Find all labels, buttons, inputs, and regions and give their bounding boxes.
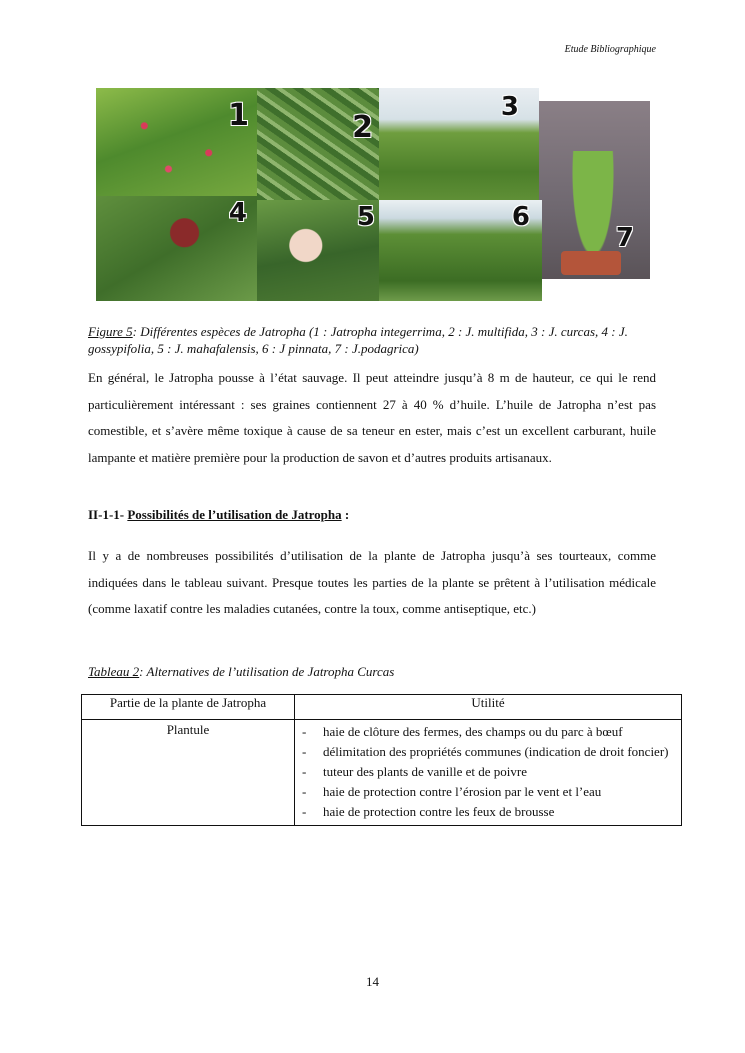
- list-item: - tuteur des plants de vanille et de poivre: [299, 762, 677, 782]
- figure-caption-text: : Différentes espèces de Jatropha (1 : Jatropha integerrima, 2 : J. multifida, 3 : J. curcas, 4 : J. gossypifolia, 5 : J. mahafalensis, 6 : J pinnata, 7 : J.podagrica): [88, 324, 628, 356]
- utilisation-table: [81, 694, 682, 826]
- pot-illustration: [561, 251, 621, 275]
- column-header-utility: Utilité: [295, 695, 682, 720]
- photo-jatropha-multifida: [257, 88, 379, 200]
- photo-jatropha-integerrima: [96, 88, 257, 196]
- photo-number: 5: [356, 202, 375, 232]
- running-header: Etude Bibliographique: [564, 44, 656, 55]
- list-item: - haie de clôture des fermes, des champs ou du parc à bœuf: [299, 722, 677, 742]
- page-number: 14: [366, 974, 379, 989]
- photo-jatropha-mahafalensis: [257, 200, 379, 301]
- photo-jatropha-gossypifolia: [96, 196, 257, 301]
- body-paragraph-1: En général, le Jatropha pousse à l’état sauvage. Il peut atteindre jusqu’à 8 m de hauteur, ce qui le rend particulièrement intéressant : ses graines contiennent 27 à 40 % d’huile. L’huile de Jatropha n’est pas comestible, et s’avère même toxique à cause de sa teneur en ester, mais c’est un excellent carburant, huile lampante et matière première pour la production de savon et d’autres produits artisanaux.: [88, 370, 656, 465]
- table-row: [82, 720, 682, 826]
- table-header-row: [82, 695, 682, 720]
- table-caption-label: Tableau 2: [88, 664, 140, 679]
- photo-number: 3: [500, 92, 519, 122]
- table-caption-text: : Alternatives de l’utilisation de Jatropha Curcas: [139, 664, 395, 679]
- photo-jatropha-pinnata: [379, 200, 542, 301]
- uses-list: [299, 722, 677, 822]
- figure-caption-label: Figure 5: [88, 324, 133, 339]
- photo-number: 7: [615, 223, 634, 253]
- photo-number: 1: [228, 98, 249, 133]
- table-caption: [88, 664, 394, 680]
- photo-jatropha-curcas: [379, 88, 539, 200]
- photo-number: 2: [352, 110, 373, 145]
- column-header-part: Partie de la plante de Jatropha: [82, 695, 295, 720]
- photo-number: 6: [511, 202, 530, 232]
- section-suffix: :: [341, 507, 350, 522]
- body-paragraph-2: Il y a de nombreuses possibilités d’utilisation de la plante de Jatropha jusqu’à ses tourteaux, comme indiquées dans le tableau suivant. Presque toutes les parties de la plante se prêtent à l’utilisation médicale (comme laxatif contre les maladies cutanées, contre la toux, comme antiseptique, etc.): [88, 548, 656, 616]
- list-item: - délimitation des propriétés communes (indication de droit foncier): [299, 742, 677, 762]
- section-heading: [88, 507, 349, 523]
- section-title: Possibilités de l’utilisation de Jatropha: [127, 507, 342, 522]
- plant-illustration: [571, 151, 615, 261]
- photo-number: 4: [228, 198, 247, 228]
- section-number: II-1-1-: [88, 507, 125, 522]
- cell-plant-part: Plantule: [82, 720, 295, 826]
- cell-uses: [295, 720, 682, 826]
- list-item: - haie de protection contre l’érosion par le vent et l’eau: [299, 782, 677, 802]
- figure-caption: [88, 323, 658, 357]
- photo-jatropha-podagrica: [539, 101, 650, 279]
- list-item: - haie de protection contre les feux de brousse: [299, 802, 677, 822]
